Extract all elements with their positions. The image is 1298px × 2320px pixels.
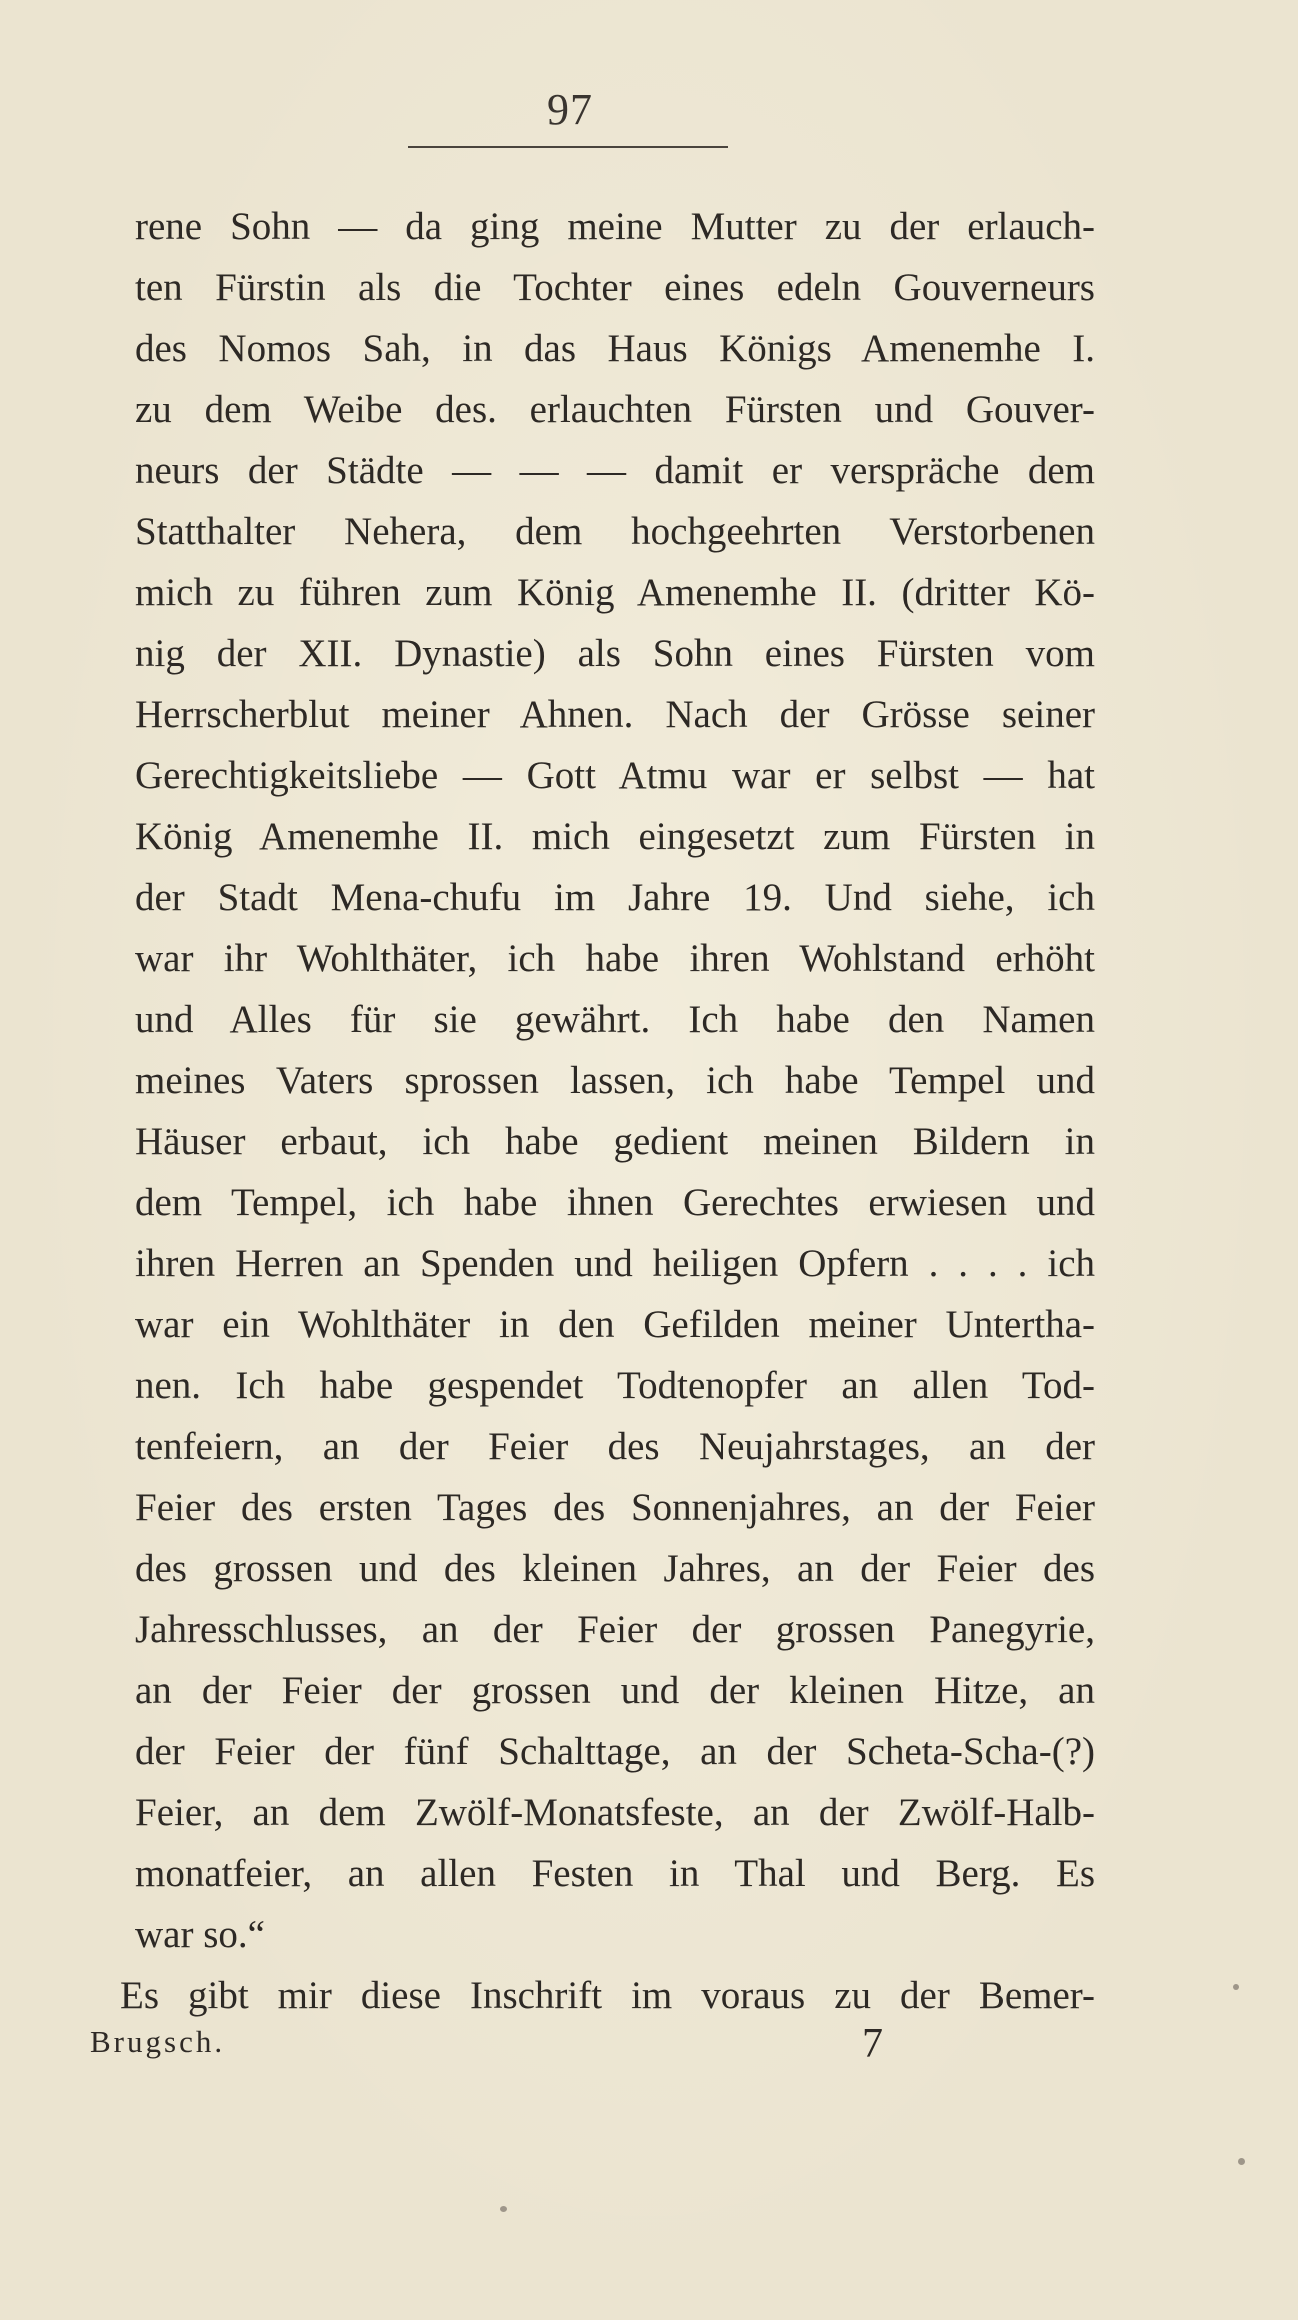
text-line: tenfeiern, an der Feier des Neujahrstages, an der [135,1425,1095,1468]
text-line: mich zu führen zum König Amenemhe II. (dritter Kö- [135,571,1095,614]
text-line: Gerechtigkeitsliebe — Gott Atmu war er selbst — hat [135,754,1095,797]
text-line: war so.“ [135,1913,265,1956]
text-line: Jahresschlusses, an der Feier der grossen Panegyrie, [135,1608,1095,1651]
sheet-mark: 7 [862,2021,883,2067]
text-line: der Feier der fünf Schalttage, an der Scheta-Scha-(?) [135,1730,1095,1773]
body-text [120,196,1095,2026]
text-line: an der Feier der grossen und der kleinen Hitze, an [135,1669,1095,1712]
text-line: ten Fürstin als die Tochter eines edeln Gouverneurs [135,266,1095,309]
paper-speck [1233,1984,1239,1990]
text-line: nig der XII. Dynastie) als Sohn eines Fürsten vom [135,632,1095,675]
text-line: des grossen und des kleinen Jahres, an der Feier des [135,1547,1095,1590]
text-line: Feier des ersten Tages des Sonnenjahres, an der Feier [135,1486,1095,1529]
text-line: Es gibt mir diese Inschrift im voraus zu der Bemer- [120,1974,1095,2017]
text-line: war ein Wohlthäter in den Gefilden meiner Untertha- [135,1303,1095,1346]
text-line: meines Vaters sprossen lassen, ich habe Tempel und [135,1059,1095,1102]
page-number: 97 [547,85,593,134]
text-line: Herrscherblut meiner Ahnen. Nach der Grösse seiner [135,693,1095,736]
text-line: nen. Ich habe gespendet Todtenopfer an allen Tod- [135,1364,1095,1407]
text-line: der Stadt Mena-chufu im Jahre 19. Und siehe, ich [135,876,1095,919]
text-line: monatfeier, an allen Festen in Thal und Berg. Es [135,1852,1095,1895]
text-line: des Nomos Sah, in das Haus Königs Amenemhe I. [135,327,1095,370]
text-line: war ihr Wohlthäter, ich habe ihren Wohlstand erhöht [135,937,1095,980]
text-line: Feier, an dem Zwölf-Monatsfeste, an der Zwölf-Halb- [135,1791,1095,1834]
text-line: und Alles für sie gewährt. Ich habe den Namen [135,998,1095,1041]
text-line: dem Tempel, ich habe ihnen Gerechtes erwiesen und [135,1181,1095,1224]
header-rule [408,146,728,148]
text-line: rene Sohn — da ging meine Mutter zu der erlauch- [135,205,1095,248]
text-line: Statthalter Nehera, dem hochgeehrten Verstorbenen [135,510,1095,553]
printer-signature: Brugsch. [90,2024,226,2059]
text-line: neurs der Städte — — — damit er verspräche dem [135,449,1095,492]
paper-speck [1238,2158,1245,2165]
text-line: ihren Herren an Spenden und heiligen Opfern . . . . ich [135,1242,1095,1285]
text-line: Häuser erbaut, ich habe gedient meinen Bildern in [135,1120,1095,1163]
paper-speck [500,2206,507,2212]
text-line: König Amenemhe II. mich eingesetzt zum Fürsten in [135,815,1095,858]
text-line: zu dem Weibe des. erlauchten Fürsten und Gouver- [135,388,1095,431]
